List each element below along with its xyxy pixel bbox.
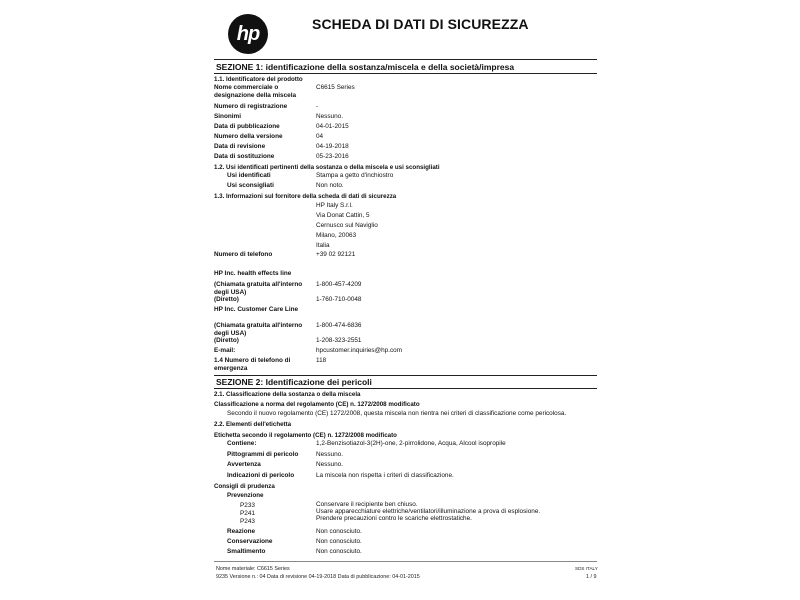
field-label: Numero della versione bbox=[214, 133, 283, 140]
contact-label: (Chiamata gratuita all'interno degli USA) bbox=[214, 281, 303, 297]
hp-logo-icon: hp bbox=[228, 14, 268, 54]
contact-label: 1.4 Numero di telefono di emergenza bbox=[214, 357, 291, 373]
field-label: Smaltimento bbox=[227, 548, 266, 555]
classification-heading: Classificazione a norma del regolamento (CE) n. 1272/2008 modificato bbox=[214, 401, 420, 408]
p-text: Usare apparecchiature elettriche/ventilatori/illuminazione a prova di esplosione. bbox=[316, 508, 541, 515]
supplier-line: Milano, 20063 bbox=[316, 232, 357, 239]
field-label: Indicazioni di pericolo bbox=[227, 472, 295, 479]
subsection-2-2: 2.2. Elementi dell'etichetta bbox=[214, 421, 292, 428]
page-number: 1 / 9 bbox=[586, 574, 597, 580]
field-label: Reazione bbox=[227, 528, 256, 535]
subsection-2-1: 2.1. Classificazione della sostanza o della miscela bbox=[214, 391, 361, 398]
field-value: Nessuno. bbox=[316, 113, 343, 120]
emergency-value: 118 bbox=[316, 357, 327, 364]
field-value: Non conosciuto. bbox=[316, 548, 362, 555]
label-heading: Etichetta secondo il regolamento (CE) n. 1272/2008 modificato bbox=[214, 432, 397, 439]
field-value: C6615 Series bbox=[316, 84, 355, 91]
field-label: Data di pubblicazione bbox=[214, 123, 280, 130]
contact-label: HP Inc. health effects line bbox=[214, 270, 292, 277]
email-value: hpcustomer.inquiries@hp.com bbox=[316, 347, 403, 354]
field-label: Pittogrammi di pericolo bbox=[227, 451, 299, 458]
field-label: Numero di telefono bbox=[214, 251, 273, 258]
field-value: +39 02 92121 bbox=[316, 251, 356, 258]
contact-value: 1-760-710-0048 bbox=[316, 296, 362, 303]
supplier-line: Cernusco sul Naviglio bbox=[316, 222, 378, 229]
supplier-line: HP Italy S.r.l. bbox=[316, 202, 353, 209]
p-code: P243 bbox=[240, 518, 255, 525]
field-value: Non conosciuto. bbox=[316, 538, 362, 545]
subsection-1-1: 1.1. Identificatore del prodotto bbox=[214, 76, 303, 83]
field-value: Non conosciuto. bbox=[316, 528, 362, 535]
contact-label: (Chiamata gratuita all'interno degli USA) bbox=[214, 322, 303, 338]
supplier-line: Italia bbox=[316, 242, 330, 249]
footer-meta: 9235 Versione n.: 04 Data di revisione 04-19-2018 Data di pubblicazione: 04-01-2015 bbox=[216, 574, 420, 580]
field-value: Nessuno. bbox=[316, 461, 343, 468]
contact-label: (Diretto) bbox=[214, 296, 239, 303]
field-label: Contiene: bbox=[227, 440, 257, 447]
contact-label: HP Inc. Customer Care Line bbox=[214, 306, 299, 313]
section-rule bbox=[214, 73, 597, 74]
footer-rule bbox=[214, 561, 597, 562]
classification-text: Secondo il nuovo regolamento (CE) 1272/2008, questa miscela non rientra nei criteri di classificazione come pericolosa. bbox=[227, 410, 567, 417]
contact-value: 1-800-474-6836 bbox=[316, 322, 362, 329]
footer-sds: SDS ITALY bbox=[575, 566, 598, 571]
footer-material: Nome materiale: C6615 Series bbox=[216, 566, 290, 572]
field-label: Avvertenza bbox=[227, 461, 261, 468]
field-label: Conservazione bbox=[227, 538, 273, 545]
field-value: 04-19-2018 bbox=[316, 143, 349, 150]
contact-value: 1-800-457-4209 bbox=[316, 281, 362, 288]
p-text: Conservare il recipiente ben chiuso. bbox=[316, 501, 418, 508]
field-label: Sinonimi bbox=[214, 113, 241, 120]
p-code: P241 bbox=[240, 510, 255, 517]
subsection-1-2: 1.2. Usi identificati pertinenti della sostanza o della miscela e usi sconsigliati bbox=[214, 164, 440, 171]
section-2-title: SEZIONE 2: Identificazione dei pericoli bbox=[216, 377, 372, 387]
section-rule bbox=[214, 388, 597, 389]
field-value: 05-23-2016 bbox=[316, 153, 349, 160]
prevention-heading: Prevenzione bbox=[227, 492, 264, 499]
contact-label: (Diretto) bbox=[214, 337, 239, 344]
field-label: Usi sconsigliati bbox=[227, 182, 274, 189]
field-label: Data di revisione bbox=[214, 143, 266, 150]
section-1-title: SEZIONE 1: identificazione della sostanza/miscela e della società/impresa bbox=[216, 62, 515, 72]
supplier-line: Via Donat Cattin, 5 bbox=[316, 212, 370, 219]
field-label: Usi identificati bbox=[227, 172, 271, 179]
field-value: 1,2-Benzisotiazol-3(2H)-one, 2-pirrolidone, Acqua, Alcool isopropile bbox=[316, 440, 506, 447]
field-value: Stampa a getto d'inchiostro bbox=[316, 172, 394, 179]
field-label: Numero di registrazione bbox=[214, 103, 288, 110]
contact-label: E-mail: bbox=[214, 347, 236, 354]
field-value: 04 bbox=[316, 133, 324, 140]
subsection-1-3: 1.3. Informazioni sul fornitore della scheda di dati di sicurezza bbox=[214, 193, 397, 200]
field-value: Nessuno. bbox=[316, 451, 343, 458]
field-value: La miscela non rispetta i criteri di classificazione. bbox=[316, 472, 454, 479]
p-code: P233 bbox=[240, 502, 255, 509]
contact-value: 1-208-323-2551 bbox=[316, 337, 362, 344]
section-rule bbox=[214, 375, 597, 376]
document-title: SCHEDA DI DATI DI SICUREZZA bbox=[312, 16, 529, 32]
field-value: 04-01-2015 bbox=[316, 123, 349, 130]
field-value: Non noto. bbox=[316, 182, 344, 189]
field-label: Data di sostituzione bbox=[214, 153, 275, 160]
section-rule bbox=[214, 59, 597, 60]
p-text: Prendere precauzioni contro le scariche elettrostatiche. bbox=[316, 515, 472, 522]
field-value: - bbox=[316, 103, 319, 110]
prudence-heading: Consigli di prudenza bbox=[214, 483, 275, 490]
field-label: Nome commerciale o designazione della miscela bbox=[214, 84, 297, 100]
